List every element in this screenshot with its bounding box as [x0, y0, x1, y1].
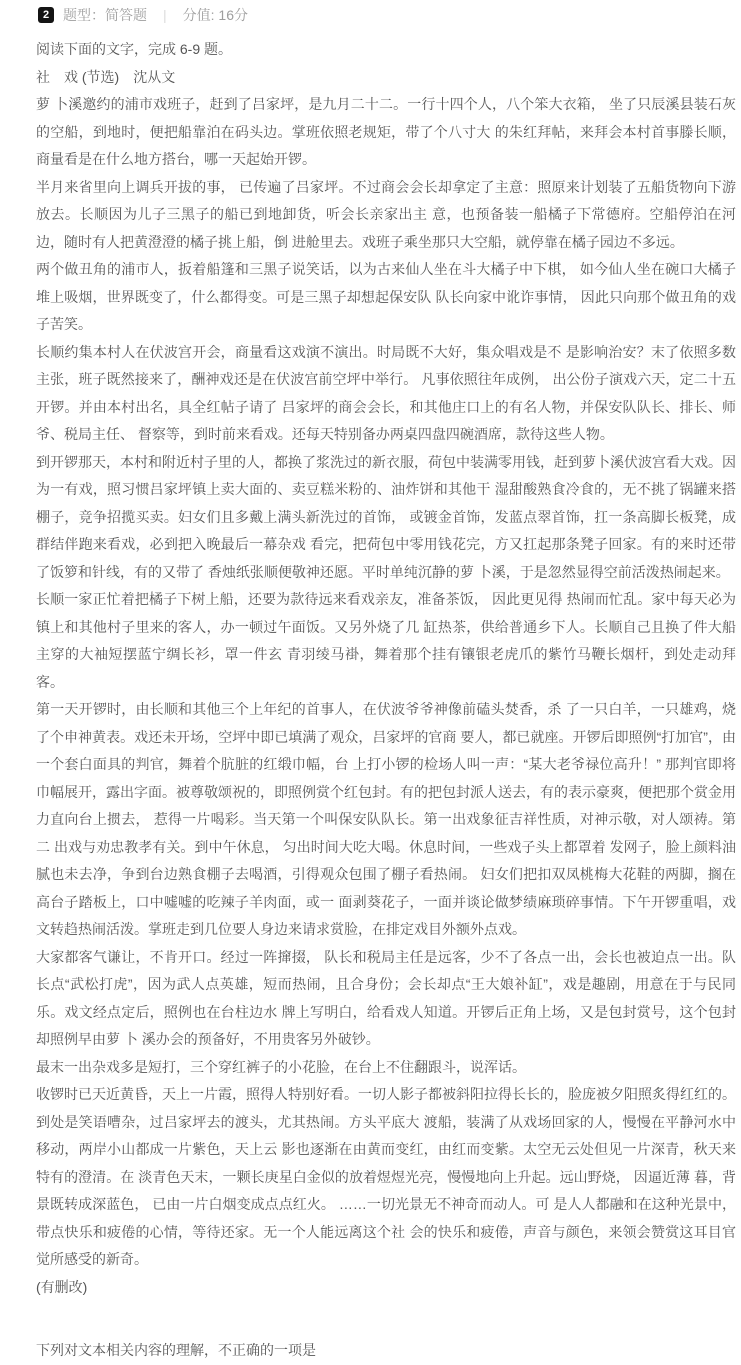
question-header — [0, 0, 741, 25]
question-type-label: 题型：简答题 — [63, 7, 147, 23]
deletion-note: (有删改) — [36, 1278, 88, 1295]
passage-paragraph: 收锣时已天近黄昏，天上一片霞，照得人特别好看。一切人影子都被斜阳拉得长长的，脸庞被夕阳照炙得红红的。到处是笑语嘈杂，过吕家坪去的渡头，尤其热闹。方头平底大 渡船，装满了从戏场回家的人，慢慢在平静河水中移动，两岸小山都成一片紫色，天上云 影也逐渐在由黄而变红，由红而变紫。太空无云处但见一片深青，秋天来特有的澄清。在 淡青色天末，一颗长庚星白金似的放着煜煜光亮，慢慢地向上升起。远山野烧， 因逼近薄 暮，背景既转成深蓝色， 已由一片白烟变成点点红火。 ……一切光景无不神奇而动人。可 是人人都融和在这种光景中，带点快乐和疲倦的心情，等待还家。无一个人能远离这个社 会的快乐和疲倦，声音与颜色，来领会赞赏这耳目官觉所感受的新奇。 — [36, 1086, 736, 1267]
passage-paragraph: 最末一出杂戏多是短打，三个穿红裤子的小花脸，在台上不住翻跟斗，说浑话。 — [36, 1058, 526, 1075]
passage-paragraph: 长顺约集本村人在伏波宫开会，商量看这戏演不演出。时局既不大好，集众唱戏是不 是影响治安？末了依照多数主张，班子既然接来了，酬神戏还是在伏波宫前空坪中举行。 凡事依照往年成例， 出公份子演戏六天，定二十五开锣。并由本村出名，具全红帖子请了 吕家坪的商会会长，和其他庄口上的有名人物，并保安队队长、排长、师爷、税局主任、 督察等，到时前来看戏。还每天特别备办两桌四盘四碗酒席，款待这些人物。 — [36, 343, 736, 442]
question-stem: 下列对文本相关内容的理解，不正确的一项是 — [36, 1342, 316, 1358]
passage-paragraph: 萝 卜溪邀约的浦市戏班子，赶到了吕家坪，是九月二十二。一行十四个人，八个笨大衣箱， 坐了只辰溪县装石灰的空船，到地时，便把船靠泊在码头边。掌班依照老规矩，带了个八寸大 的朱红拜帖，来拜会本村首事滕长顺，商量看是在什么地方搭台，哪一天起始开锣。 — [36, 96, 736, 167]
passage-paragraph: 第一天开锣时，由长顺和其他三个上年纪的首事人，在伏波爷爷神像前磕头焚香，杀 了一只白羊，一只雄鸡，烧了个申神黄表。戏还未开场，空坪中即已填满了观众，吕家坪的官商 要人，都已就座。开锣后即照例“打加官”，由一个套白面具的判官，舞着个肮脏的红缎巾幅，台 上打小锣的检场人叫一声：“某大老爷禄位高升！” 那判官即将巾幅展开，露出字面。被尊敬颂祝的，即照例赏个红包封。有的把包封派人送去，有的表示豪爽，便把那个赏金用力直向台上掼去， 惹得一片喝彩。当天第一个叫保安队队长。第一出戏象征吉祥性质，对神示敬，对人颂祷。第二 出戏与劝忠教孝有关。到中午休息， 匀出时间大吃大喝。休息时间，一些戏子头上都罩着 发网子，脸上颜料油腻也未去净，争到台边熟食棚子去喝酒，引得观众包围了棚子看热闹。 妇女们把扣双凤桃梅大花鞋的两脚，搁在高台子踏板上，口中嘘嘘的吃辣子羊肉面，或一 面剥葵花子，一面并谈论做梦绩麻琐碎事情。下午开锣重唱，戏文转趋热闹活泼。掌班走到几位要人身边来请求赏脸，在排定戏目外额外点戏。 — [36, 701, 736, 937]
header-divider: | — [163, 7, 167, 23]
passage-instruction: 阅读下面的文字，完成 6-9 题。 — [36, 41, 233, 57]
passage-paragraph: 两个做丑角的浦市人，扳着船篷和三黑子说笑话，以为古来仙人坐在斗大橘子中下棋， 如今仙人坐在碗口大橘子堆上吸烟，世界既变了，什么都得变。可是三黑子却想起保安队 队长向家中讹诈事情， 因此只向那个做丑角的戏子苦笑。 — [36, 261, 736, 332]
passage-paragraph: 到开锣那天，本村和附近村子里的人，都换了浆洗过的新衣服，荷包中装满零用钱，赶到萝卜溪伏波宫看大戏。因为一有戏，照习惯吕家坪镇上卖大面的、卖豆糕米粉的、油炸饼和其他干 湿甜酸熟食冷食的，无不挑了锅罐来搭棚子，竞争招揽买卖。妇女们且多戴上满头新洗过的首饰， 或镀金首饰，发蓝点翠首饰，扛一条高脚长板凳，成群结伴跑来看戏，必到把入晚最后一幕杂戏 看完，把荷包中零用钱花完，方又扛起那条凳子回家。有的来时还带了饭箩和针线，有的又带了 香烛纸张顺便敬神还愿。平时单纯沉静的萝 卜溪，于是忽然显得空前活泼热闹起来。 — [36, 453, 736, 580]
passage-paragraph: 半月来省里向上调兵开拔的事， 已传遍了吕家坪。不过商会会长却拿定了主意：照原来计划装了五船货物向下游放去。长顺因为儿子三黑子的船已到地卸货，听会长亲家出主 意，也预备装一船橘子下常德府。空船停泊在河边，随时有人把黄澄澄的橘子挑上船，倒 进舱里去。戏班子乘坐那只大空船，就停靠在橘子园边不多远。 — [36, 178, 736, 250]
question-number-badge: 2 — [38, 7, 54, 23]
passage-paragraph: 长顺一家正忙着把橘子下树上船，还要为款待远来看戏亲友，准备茶饭， 因此更见得 热闹而忙乱。家中每天必为镇上和其他村子里来的客人，办一顿过午面饭。又另外烧了几 缸热茶，供给普通乡下人。长顺自己且换了件大船主穿的大袖短摆蓝宁绸长衫，罩一件玄 青羽绫马褂，舞着那个挂有镶银老虎爪的紫竹马鞭长烟杆，到处走动拜客。 — [36, 591, 736, 690]
question-score-label: 分值: 16分 — [182, 7, 248, 23]
passage-paragraph: 大家都客气谦让，不肯开口。经过一阵撺掇， 队长和税局主任是远客，少不了各点一出，会长也被迫点一出。队长点“武松打虎”，因为武人点英雄，短而热闹，且合身份；会长却点“王大娘补缸”，戏是趣剧，用意在于与民同乐。戏文经点定后，照例也在台柱边水 牌上写明白，给看戏人知道。开锣后正角上场，又是包封赏号，这个包封却照例早由萝 卜 溪办会的预备好，不用贵客另外破钞。 — [36, 948, 736, 1047]
reading-passage — [0, 25, 741, 1301]
passage-title: 社 戏 (节选) 沈从文 — [36, 68, 176, 85]
